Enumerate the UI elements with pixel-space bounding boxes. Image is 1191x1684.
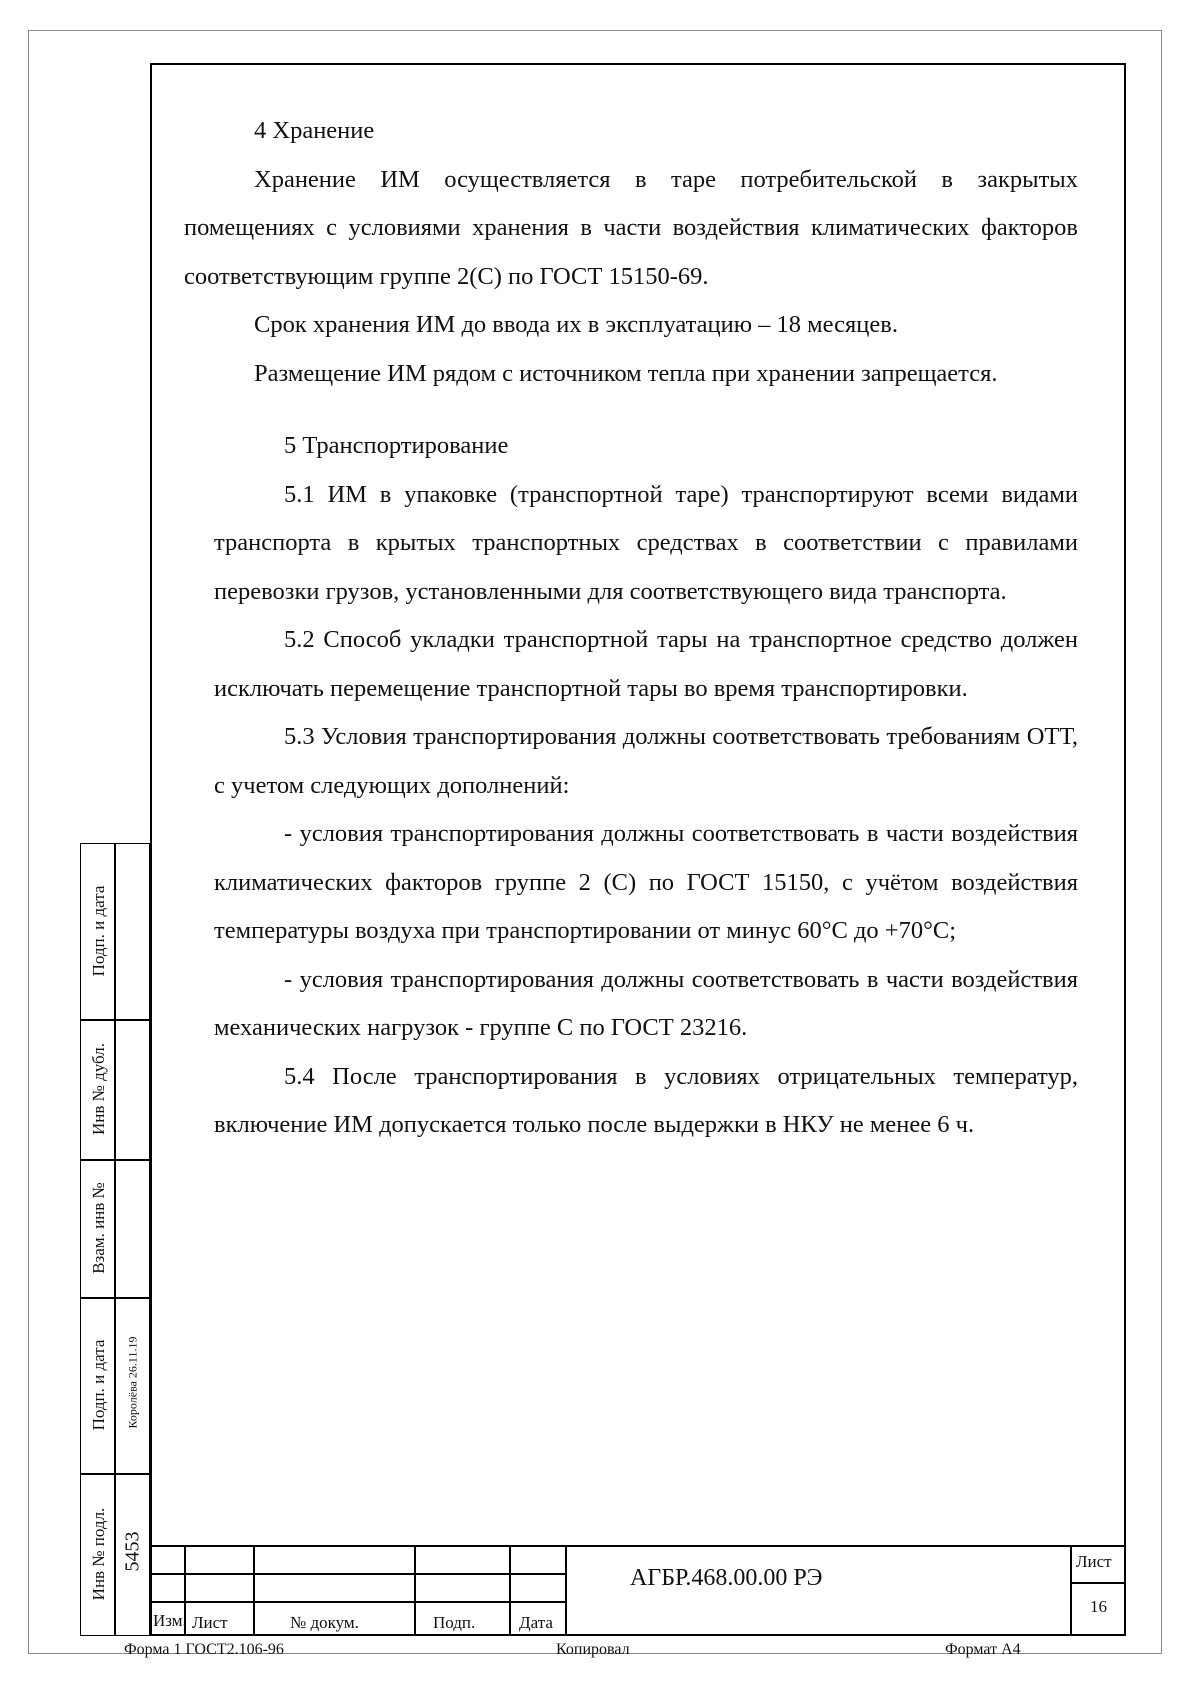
sheet-label: Лист	[1076, 1552, 1112, 1571]
col-data: Дата	[519, 1613, 553, 1632]
section-4-heading: 4 Хранение	[254, 117, 375, 144]
signature-date: Королёва 26.11.19	[125, 1336, 140, 1429]
col-dokum: № докум.	[290, 1613, 359, 1632]
inv-podl-value: 5453	[121, 1531, 144, 1572]
paragraph-5-4: 5.4 После транспортирования в условиях отрицательных температур, включение ИМ допускается только после выдержки в НКУ не менее 6 ч.	[214, 1062, 1078, 1138]
inv-dubl-label: Инв № дубл.	[89, 1043, 108, 1136]
paragraph-5-3: 5.3 Условия транспортирования должны соответствовать требованиям ОТТ, с учетом следующих дополнений:	[214, 723, 1078, 799]
paragraph-storage-period: Срок хранения ИМ до ввода их в эксплуатацию – 18 месяцев.	[254, 311, 898, 338]
paragraph-5-1: 5.1 ИМ в упаковке (транспортной таре) транспортируют всеми видами транспорта в крытых транспортных средствах в соответствии с правилами перевозки грузов, установленными для соответствующего вида транспорта.	[214, 480, 1078, 605]
paragraph-storage-heat: Размещение ИМ рядом с источником тепла при хранении запрещается.	[254, 359, 998, 387]
sheet-number: 16	[1090, 1597, 1107, 1616]
section-5	[184, 422, 1078, 1150]
document-body	[184, 107, 1078, 1150]
paragraph-5-2: 5.2 Способ укладки транспортной тары на транспортное средство должен исключать перемещение транспортной тары во время транспортировки.	[214, 626, 1078, 702]
format-label: Формат А4	[945, 1641, 1021, 1658]
col-izm: Изм.	[153, 1611, 187, 1630]
paragraph-storage-conditions: Хранение ИМ осуществляется в таре потребительской в закрытых помещениях с условиями хранения в части воздействия климатических факторов соответствующим группе 2(С) по ГОСТ 15150-69.	[184, 165, 1078, 290]
col-podp: Подп.	[433, 1613, 476, 1632]
podp-data-label: Подп. и дата	[89, 885, 108, 977]
document-number: АГБР.468.00.00 РЭ	[630, 1565, 823, 1591]
form-label: Форма 1 ГОСТ2.106-96	[124, 1641, 284, 1658]
side-stamp	[80, 843, 150, 1636]
paragraph-5-3-mechanical: - условия транспортирования должны соответствовать в части воздействия механических нагрузок - группе С по ГОСТ 23216.	[214, 965, 1078, 1041]
paragraph-5-3-climate: - условия транспортирования должны соответствовать в части воздействия климатических факторов группе 2 (С) по ГОСТ 15150, с учётом воздействия температуры воздуха при транспортировании от минус 60°С до +70°С;	[214, 820, 1078, 944]
copied-label: Копировал	[556, 1641, 630, 1658]
section-5-heading: 5 Транспортирование	[284, 432, 509, 459]
podp-data-label-2: Подп. и дата	[89, 1339, 108, 1431]
col-list: Лист	[192, 1613, 228, 1632]
inv-podl-label: Инв № подл.	[89, 1507, 108, 1601]
vzam-inv-label: Взам. инв №	[89, 1182, 108, 1274]
